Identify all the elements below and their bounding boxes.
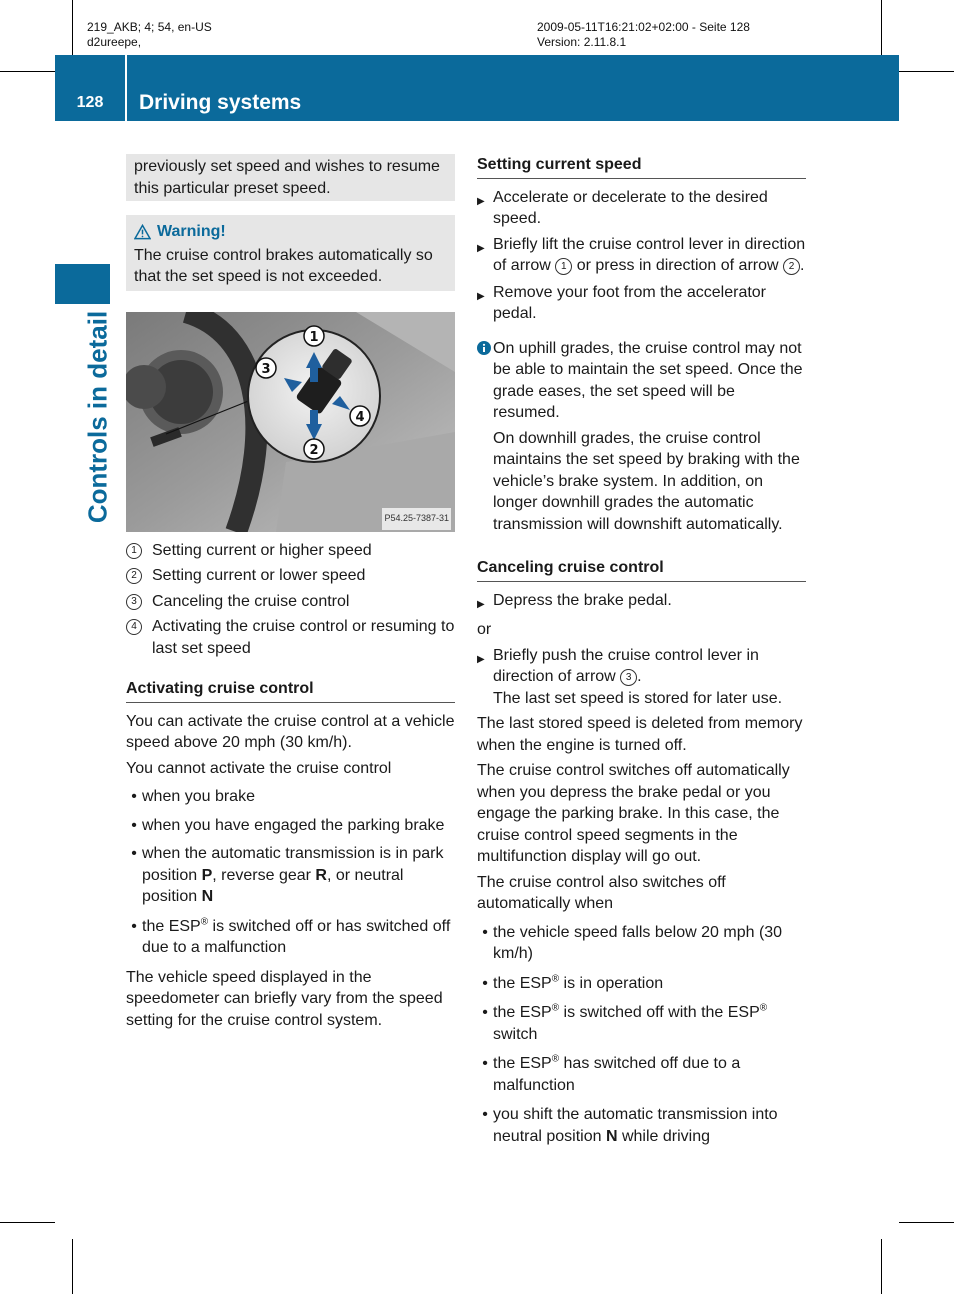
text-run: is in operation	[559, 974, 664, 992]
canceling-heading: Canceling cruise control	[477, 557, 806, 582]
bullet-text: the vehicle speed falls below 20 mph (30 km/h)	[493, 923, 783, 962]
bullet-item	[126, 786, 455, 808]
bullet-dot: •	[482, 1004, 488, 1021]
registered-mark: ®	[200, 916, 209, 928]
warning-title: Warning!	[157, 223, 226, 240]
text-run: is switched off or has switched off due to a malfunction	[142, 917, 451, 956]
text-run: the ESP	[493, 974, 552, 992]
step-text: Remove your foot from the accelerator pedal.	[493, 283, 767, 322]
setting-heading: Setting current speed	[477, 154, 806, 179]
header-divider	[125, 55, 127, 121]
bullet-dot: •	[482, 974, 488, 992]
header-bar	[55, 55, 899, 121]
speedometer-note: The vehicle speed displayed in the speedometer can briefly vary from the speed setting for the cruise control system.	[126, 968, 443, 1029]
registered-mark: ®	[551, 973, 560, 985]
bullet-text: when you brake	[142, 788, 255, 805]
step-item	[477, 590, 806, 616]
text-run: the ESP	[493, 1004, 552, 1021]
activating-condition: You cannot activate the cruise control	[126, 759, 392, 777]
caption-number: 4	[126, 619, 142, 635]
info-icon	[477, 341, 491, 355]
crop-mark	[72, 1239, 73, 1294]
caption-item	[126, 591, 455, 613]
bullet-text: when you have engaged the parking brake	[142, 816, 445, 834]
caption-number: 3	[126, 594, 142, 610]
bullet-dot: •	[482, 1055, 488, 1072]
step-item	[477, 187, 806, 230]
print-meta-left	[87, 20, 212, 50]
caption-number: 2	[126, 568, 142, 584]
callout-2: 2	[309, 442, 319, 458]
text-run: is switched off with the ESP	[559, 1004, 760, 1021]
gear-n: N	[201, 888, 214, 905]
figure-code: P54.25-7387-31	[382, 508, 451, 530]
bullet-dot: •	[131, 816, 137, 834]
step-arrow-icon: ▶	[477, 653, 485, 665]
bullet-item	[126, 843, 455, 908]
cruise-lever-illustration	[126, 312, 455, 532]
version: Version: 2.11.8.1	[537, 35, 627, 49]
registered-mark: ®	[551, 1053, 560, 1065]
text-run: has switched off due to a malfunction	[493, 1055, 741, 1094]
bullet-text	[493, 1053, 806, 1096]
gear-n: N	[605, 1127, 618, 1145]
step-arrow-icon: ▶	[477, 195, 485, 207]
caption-text: Setting current or lower speed	[152, 567, 366, 584]
crop-mark	[899, 1222, 954, 1223]
figure-captions	[126, 540, 455, 660]
warning-box	[126, 215, 455, 291]
callout-1: 1	[309, 329, 319, 345]
bullet-dot: •	[482, 1106, 488, 1123]
bullet-item	[477, 1104, 806, 1147]
info-text-downhill: On downhill grades, the cruise control maintains the set speed by braking with the vehicle’s brake system. In addition, on longer downhill grades the automatic transmission will downshift automatically.	[493, 429, 800, 533]
caption-text: Canceling the cruise control	[152, 592, 350, 610]
bullet-item	[477, 1053, 806, 1096]
warning-text: The cruise control brakes automatically so that the set speed is not exceeded.	[134, 246, 433, 285]
bullet-dot: •	[131, 788, 137, 805]
text-run: when the automatic transmission is in park position	[142, 845, 444, 884]
gear-p: P	[201, 866, 213, 884]
text-run: the ESP	[493, 1055, 552, 1072]
step-text: Accelerate or decelerate to the desired speed.	[493, 188, 768, 227]
activating-intro: You can activate the cruise control at a vehicle speed above 20 mph (30 km/h).	[126, 712, 455, 751]
bullet-item	[477, 973, 806, 995]
crop-mark	[899, 71, 954, 72]
bullet-text	[493, 1104, 806, 1147]
doc-author: d2ureepe,	[87, 35, 142, 49]
doc-id: 219_AKB; 4; 54, en-US	[87, 20, 212, 34]
step-item	[477, 282, 806, 325]
text-run: or press in direction of arrow	[572, 257, 783, 274]
registered-mark: ®	[759, 1002, 768, 1014]
step-item	[477, 645, 806, 688]
activating-heading: Activating cruise control	[126, 678, 455, 703]
section-title: Driving systems	[139, 91, 302, 114]
step-item	[477, 234, 806, 277]
callout-3: 3	[261, 361, 271, 377]
bullet-dot: •	[482, 923, 488, 941]
text-run: .	[800, 257, 805, 274]
crop-mark	[72, 0, 73, 55]
warning-heading	[134, 221, 447, 243]
text-run: switch	[493, 1025, 538, 1043]
bullet-text	[142, 916, 455, 959]
bullet-text	[493, 973, 663, 995]
bullet-text	[493, 1002, 806, 1045]
bullet-dot: •	[131, 917, 137, 935]
bullet-item	[126, 815, 455, 837]
side-tab-marker	[55, 264, 110, 304]
step-text	[493, 234, 806, 277]
bullet-item	[126, 916, 455, 959]
caption-text: Setting current or higher speed	[152, 541, 372, 559]
memory-note: The last stored speed is deleted from memory when the engine is turned off.	[477, 715, 803, 754]
page-number: 128	[76, 94, 104, 111]
bullet-dot: •	[131, 845, 137, 862]
side-tab-label: Controls in detail	[82, 310, 113, 524]
text-run: while driving	[617, 1127, 711, 1145]
text-run: .	[637, 668, 642, 685]
callout-4: 4	[355, 409, 365, 425]
crop-mark	[881, 0, 882, 55]
timestamp: 2009-05-11T16:21:02+02:00 - Seite 128	[537, 20, 750, 34]
gear-r: R	[315, 866, 327, 884]
text-run: Briefly lift the cruise control lever in direction of arrow	[493, 235, 806, 274]
bullet-text	[142, 843, 455, 908]
arrow-number: 2	[783, 258, 800, 275]
step-text: Depress the brake pedal.	[493, 591, 672, 609]
right-column	[477, 154, 806, 1147]
caption-text: Activating the cruise control or resuming to last set speed	[152, 618, 455, 657]
caption-item	[126, 616, 455, 659]
step-text	[493, 645, 806, 688]
bullet-item	[477, 1002, 806, 1045]
continued-box	[126, 154, 455, 201]
caption-number: 1	[126, 543, 142, 559]
auto-off-note: The cruise control switches off automatically when you depress the brake pedal or you engage the parking brake. In this case, the cruise control speed segments in the multifunction display will go out.	[477, 762, 790, 865]
auto-off-when: The cruise control also switches off automatically when	[477, 873, 726, 912]
text-run: , reverse gear	[212, 866, 316, 884]
cruise-lever-photo	[126, 312, 455, 532]
crop-mark	[881, 1239, 882, 1294]
step-arrow-icon: ▶	[477, 290, 485, 302]
text-run: , or neutral position	[142, 866, 404, 905]
crop-mark	[0, 1222, 55, 1223]
info-text: On uphill grades, the cruise control may not be able to maintain the set speed. Once the grade eases, the set speed will be resumed.	[493, 339, 803, 421]
arrow-number: 1	[555, 258, 572, 275]
print-meta-right	[537, 20, 750, 50]
or-text: or	[477, 621, 492, 638]
continued-text: previously set speed and wishes to resume this particular preset speed.	[134, 158, 440, 197]
bullet-item	[477, 922, 806, 965]
step-arrow-icon: ▶	[477, 242, 485, 254]
text-run: you shift the automatic transmission into neutral position	[493, 1106, 778, 1145]
step-note: The last set speed is stored for later use.	[493, 689, 783, 707]
caption-item	[126, 540, 455, 562]
text-run: Briefly push the cruise control lever in direction of arrow	[493, 646, 759, 685]
crop-mark	[0, 71, 55, 72]
info-note	[477, 338, 806, 424]
left-column	[126, 154, 455, 1031]
caption-item	[126, 565, 455, 587]
step-arrow-icon: ▶	[477, 598, 485, 610]
registered-mark: ®	[551, 1002, 560, 1014]
text-run: the ESP	[142, 917, 201, 935]
arrow-number: 3	[620, 669, 637, 686]
warning-triangle-icon	[134, 224, 151, 240]
